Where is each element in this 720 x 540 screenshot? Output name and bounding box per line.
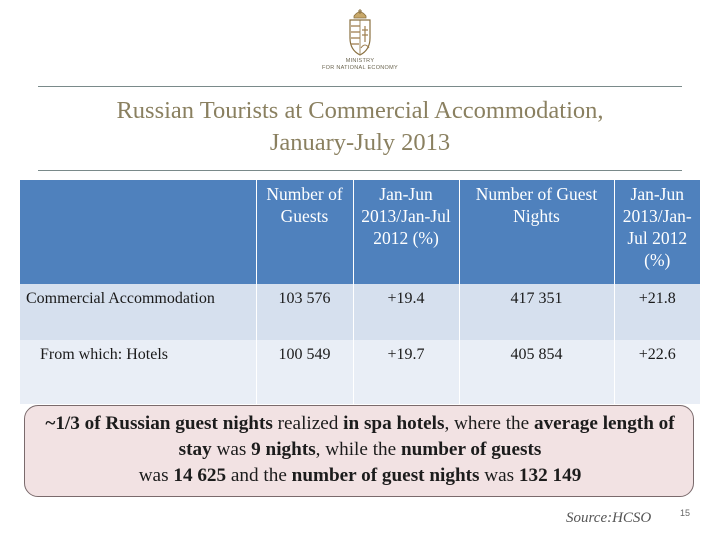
logo-line1: MINISTRY xyxy=(345,58,375,64)
header-nights-change: Jan-Jun 2013/Jan-Jul 2012 (%) xyxy=(614,180,700,284)
ministry-logo xyxy=(300,8,420,84)
source-note: Source:HCSO xyxy=(566,510,652,526)
highlight-callout-text: ~1/3 of Russian guest nights realized in spa hotels, where the average length of stay was 9 nights, while the number of guests was 14 625 and the number of guest nights was 132 149 xyxy=(45,413,675,486)
cell-nights-change: +21.8 xyxy=(614,284,700,340)
cell-guests-change: +19.4 xyxy=(353,284,459,340)
header-guests-change: Jan-Jun 2013/Jan-Jul 2012 (%) xyxy=(353,180,459,284)
slide-title-line2: January-July 2013 xyxy=(269,129,451,156)
row-label-hotels: From which: Hotels xyxy=(20,340,256,404)
tourism-table xyxy=(20,180,700,404)
cell-guests: 100 549 xyxy=(256,340,353,404)
cell-nights: 417 351 xyxy=(459,284,614,340)
header-number-of-guests: Number of Guests xyxy=(256,180,353,284)
title-top-rule xyxy=(38,86,682,87)
row-label-commercial: Commercial Accommodation xyxy=(20,284,256,340)
table-header-row xyxy=(20,180,700,284)
header-number-of-guest-nights: Number of Guest Nights xyxy=(459,180,614,284)
page-number: 15 xyxy=(680,508,691,518)
header-blank xyxy=(20,180,256,284)
coat-of-arms-icon xyxy=(345,8,375,58)
table-row xyxy=(20,284,700,340)
cell-nights: 405 854 xyxy=(459,340,614,404)
slide-title xyxy=(30,95,690,159)
title-bottom-rule xyxy=(38,170,682,171)
slide-title-line1: Russian Tourists at Commercial Accommodation, xyxy=(116,97,604,124)
logo-line2: FOR NATIONAL ECONOMY xyxy=(322,65,398,71)
cell-guests: 103 576 xyxy=(256,284,353,340)
cell-nights-change: +22.6 xyxy=(614,340,700,404)
table-row xyxy=(20,340,700,404)
cell-guests-change: +19.7 xyxy=(353,340,459,404)
